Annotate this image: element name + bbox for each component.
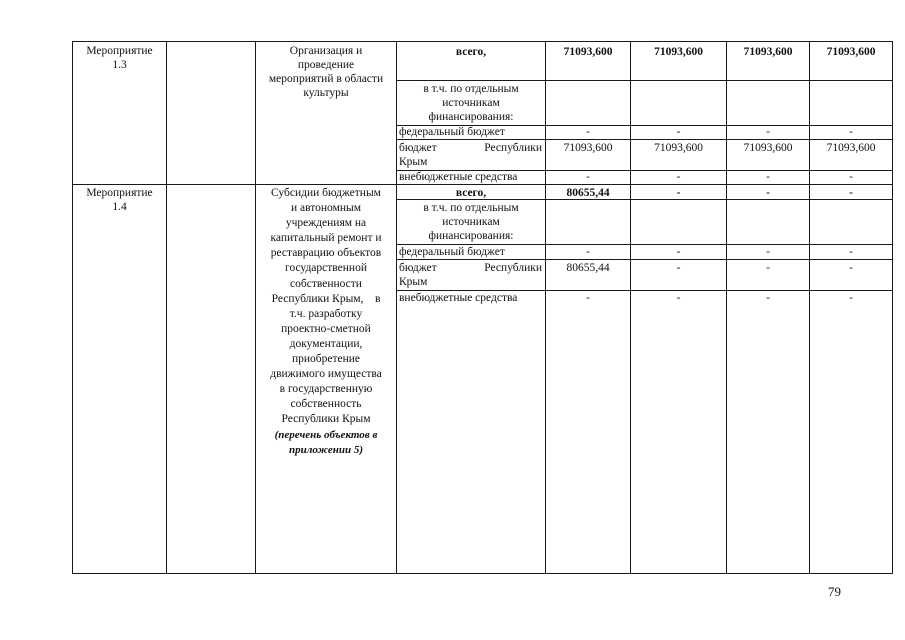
including-sources-label [397,82,545,124]
description-line: т.ч. разработку [289,307,363,320]
federal-value: - [766,126,770,138]
description-line: приобретение [291,353,361,366]
rk-budget-word: бюджет [399,262,437,274]
row-line [396,139,893,140]
total-value: - [676,187,681,199]
row-line [396,259,893,260]
rk-budget-label [399,141,542,155]
rk-value: 71093,600 [743,142,793,154]
description-line: учреждениям на [285,217,367,230]
description-note: приложении 5) [288,443,364,456]
col-sep-7 [809,41,810,574]
description-line: реставрацию объектов [270,247,382,260]
rk-budget-word: Республики [484,142,542,154]
rk-value: 80655,44 [566,262,610,274]
total-value: 80655,44 [566,187,610,199]
description-line: собственности [290,277,362,290]
rk-value: 71093,600 [563,142,613,154]
col-sep-5 [630,41,631,574]
total-value: - [849,187,853,199]
description-line: и автономным [290,202,362,215]
federal-value: - [586,246,590,258]
description-line: проектно-сметной [281,322,371,335]
event-description [256,186,396,458]
description-line: движимого имущества [270,368,382,381]
including-line: финансирования: [428,230,514,242]
table-border-bottom [72,573,893,574]
page-number: 79 [828,584,841,599]
row-line [396,80,893,81]
extrabudget-value: - [586,292,590,304]
including-sources-label [397,201,545,243]
extrabudget-value: - [586,171,590,183]
rk-value: - [676,262,681,274]
description-line: Республики Крым, в [271,292,381,305]
extrabudget-value: - [766,292,770,304]
event-description [256,44,396,100]
including-line: финансирования: [428,111,514,123]
total-value: - [766,187,770,199]
rk-value: - [849,262,853,274]
extrabudget-value: - [849,171,853,183]
extrabudget-value: - [766,171,770,183]
total-label: всего, [455,46,487,58]
federal-value: - [766,246,770,258]
extrabudget-label: внебюджетные средства [399,171,518,183]
event-number: 1.3 [112,59,127,71]
section-line [72,184,893,185]
rk-value: 71093,600 [826,142,876,154]
federal-value: - [676,246,681,258]
including-line: источникам [442,216,500,228]
federal-value: - [586,126,590,138]
extrabudget-value: - [676,292,681,304]
total-value: 71093,600 [743,46,793,58]
event-label [73,44,166,72]
description-line: государственной [285,262,367,275]
federal-value: - [849,126,853,138]
description-line: собственность [290,398,362,411]
description-line: мероприятий в области [268,73,384,85]
rk-budget-label-cont: Крым [399,156,428,168]
col-sep-1 [166,41,167,574]
total-value: 71093,600 [826,46,876,58]
table-border-right [892,41,893,574]
description-line: культуры [303,87,349,99]
rk-budget-word: Республики [484,262,542,274]
total-label: всего, [455,187,487,199]
col-sep-6 [726,41,727,574]
table-border-left [72,41,73,574]
description-line: в государственную [279,383,373,396]
federal-budget-label: федеральный бюджет [399,126,505,138]
description-line: капитальный ремонт и [270,232,382,245]
total-value: 71093,600 [654,46,703,58]
rk-budget-label-cont: Крым [399,276,428,288]
including-line: в т.ч. по отдельным [423,202,519,214]
description-line: Республики Крым [281,413,371,426]
federal-budget-label: федеральный бюджет [399,246,505,258]
extrabudget-value: - [676,171,681,183]
rk-budget-label [399,261,542,275]
extrabudget-label: внебюджетные средства [399,292,518,304]
federal-value: - [676,126,681,138]
description-note: (перечень объектов в [274,428,378,441]
including-line: в т.ч. по отдельным [423,83,519,95]
description-line: Организация и [289,45,363,57]
extrabudget-value: - [849,292,853,304]
description-line: Субсидии бюджетным [271,187,381,199]
event-number: 1.4 [112,201,127,213]
including-line: источникам [442,97,500,109]
total-value: 71093,600 [563,46,613,58]
rk-budget-word: бюджет [399,142,437,154]
col-sep-4 [545,41,546,574]
federal-value: - [849,246,853,258]
event-label [73,186,166,214]
rk-value: - [766,262,770,274]
description-line: проведение [297,59,355,71]
event-label-line: Мероприятие [86,187,153,199]
event-label-line: Мероприятие [86,45,153,57]
table-border-top [72,41,893,42]
rk-value: 71093,600 [654,142,703,154]
description-line: документации, [289,337,363,350]
